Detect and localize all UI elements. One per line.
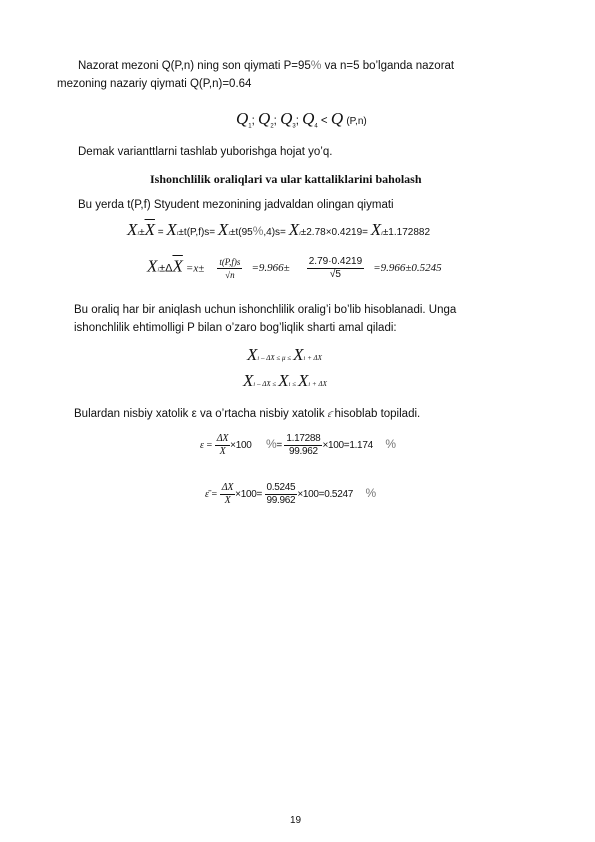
q-inequality: $Q_1$; $Q_2$; $Q_3$; $Q_4 < Q$ (P,n) — [236, 109, 367, 130]
equation-1: $Xi\pm\overline{X} = Xi\pm t(P,f)s= Xi\pm t(95\%,4)s= Xi\pm 2.78\times 0.4219= Xi\pm 1.172882$ — [127, 220, 431, 239]
condition-2: Xi – ΔX ≤ Xi ≤ Xi + ΔX — [243, 371, 327, 390]
fraction-2: $\frac{2.79\cdot 0.4219}{√5}$ — [308, 256, 363, 280]
para2-line2: ishonchlilik ehtimolligi P bilan o’zaro bog’liqlik sharti amal qiladi: — [74, 322, 397, 334]
fraction-1: $\frac{t(P,f)s}{√n}$ — [219, 257, 241, 280]
bu-yerda-text: Bu yerda t(P,f) Styudent mezonining jadvaldan olingan qiymati — [78, 199, 394, 211]
demak-text: Demak varianttlarni tashlab yuborishga hojat yo’q. — [78, 146, 333, 158]
page-number: 19 — [290, 815, 302, 826]
formula-2-fraction-b: $\frac{0.5245}{99.962}$ — [266, 482, 296, 506]
formula-mean-relative-error: ε̄ = $\frac{\Delta X}{X}$ ×100= $\frac{0.5245}{99.962}$ ×100=0.5247 % — [205, 482, 376, 506]
para1-line2: mezoning nazariy qiymati Q(P,n)=0.64 — [57, 78, 252, 90]
equation-2: $Xi\pm\Delta\overline{X} =x\pm$ $\frac{t(P,f)s}{√n}$ =9.966± $\frac{2.79\cdot 0.4219}{√5}$ =9.966±0.5245 — [147, 256, 442, 280]
formula-1-fraction-a: $\frac{\Delta X}{X}$ — [216, 433, 229, 457]
para2-line1: Bu oraliq har bir aniqlash uchun ishonchlilik oralig’i bo’lib hisoblanadi. Unga — [74, 304, 457, 316]
para3-text: Bulardan nisbiy xatolik ε va o’rtacha nisbiy xatolik $^{\varepsilon̄}$ hisoblab topiladi. — [74, 408, 421, 420]
formula-1-fraction-b: $\frac{1.17288}{99.962}$ — [286, 433, 321, 457]
section-heading: Ishonchlilik oraliqlari va ular kattaliklarini baholash — [150, 172, 422, 186]
para1-line1: Nazorat mezoni Q(P,n) ning son qiymati P=95% va n=5 bo’lganda nazorat — [78, 58, 455, 72]
condition-1: Xi – ΔX ≤ μ ≤ Xi + ΔX — [247, 345, 322, 364]
formula-relative-error: ε = $\frac{\Delta X}{X}$ ×100 %= $\frac{1.17288}{99.962}$ ×100=1.174 % — [200, 433, 396, 457]
formula-2-fraction-a: $\frac{\Delta X}{X}$ — [221, 482, 234, 506]
